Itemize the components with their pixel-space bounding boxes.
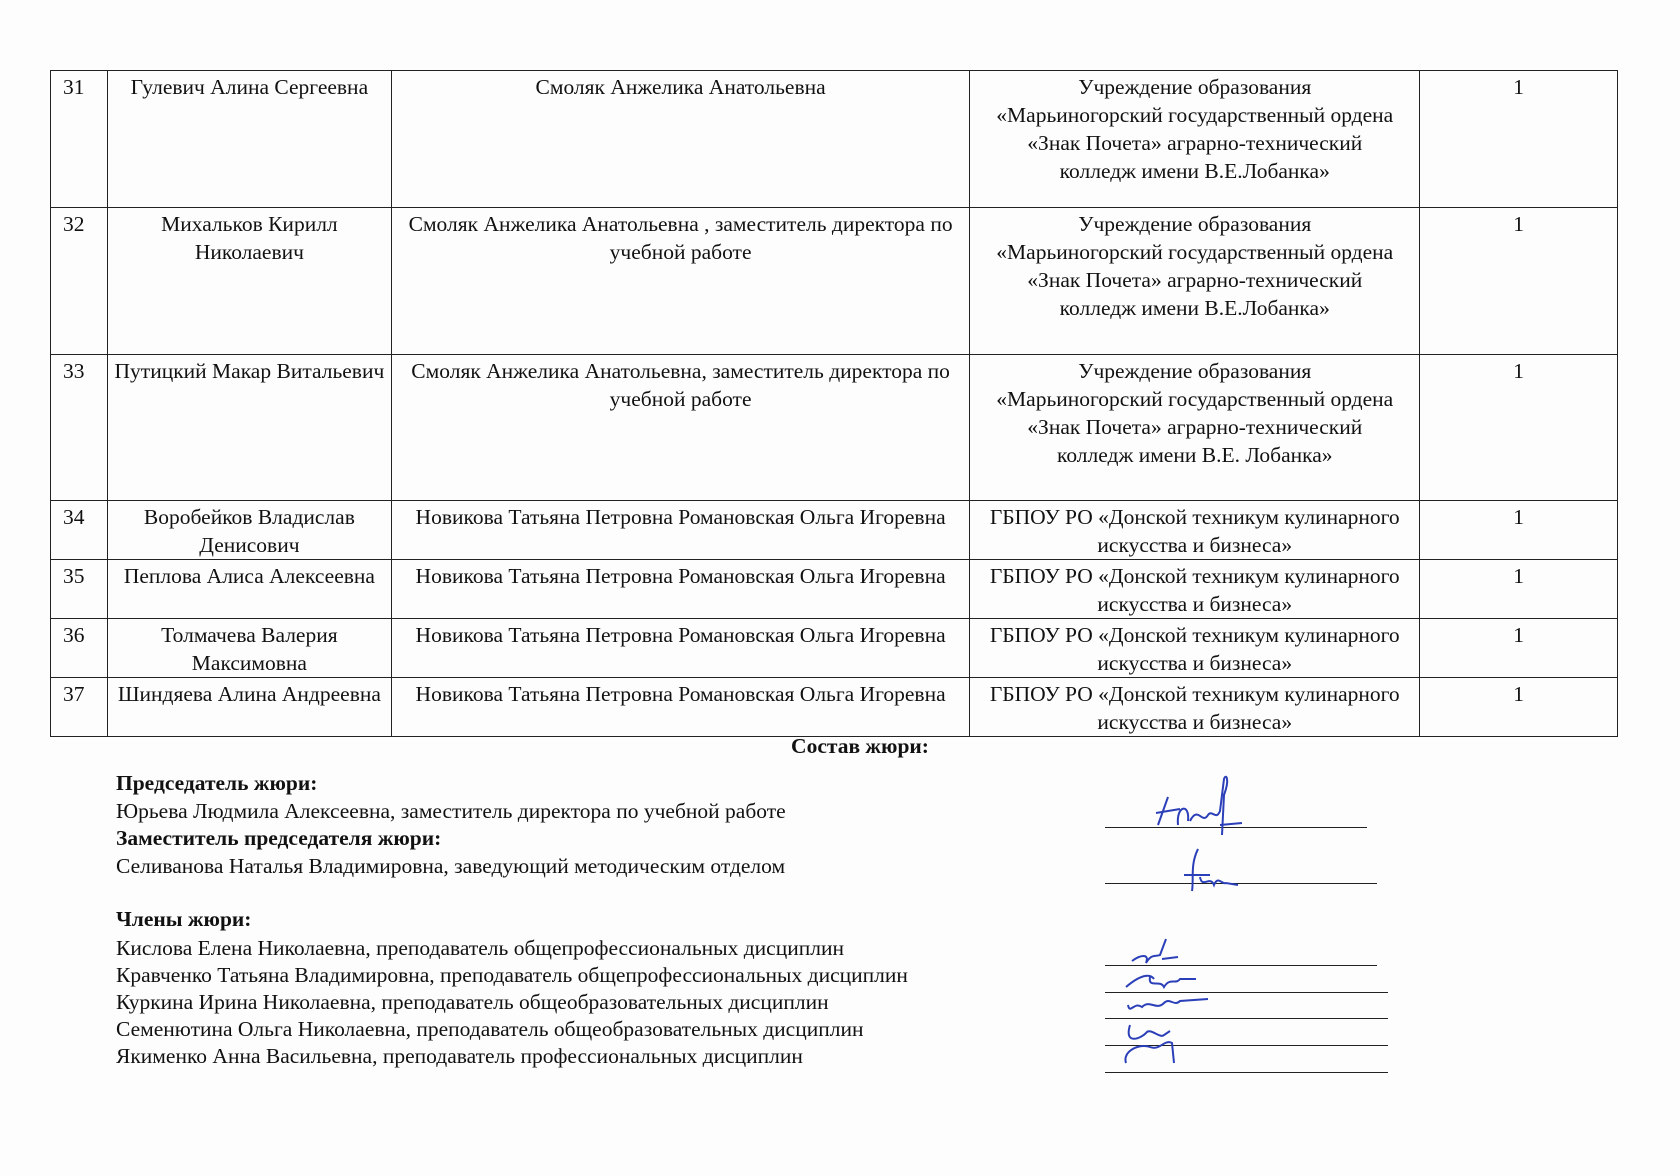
institution-name: Учреждение образования «Марьиногорский государственный ордена «Знак Почета» аграрно-технический колледж имени В.Е.Лобанка» [970, 208, 1420, 355]
jury-member: Семенютина Ольга Николаевна, преподаватель общеобразовательных дисциплин [116, 1017, 864, 1041]
members-label: Члены жюри: [116, 907, 252, 931]
table-row [51, 560, 1618, 619]
teacher-name: Смоляк Анжелика Анатольевна , заместитель директора по учебной работе [391, 208, 970, 355]
participant-name: Толмачева Валерия Максимовна [107, 619, 391, 678]
signature-chair [1150, 775, 1250, 845]
results-table [50, 70, 1618, 737]
jury-member: Якименко Анна Васильевна, преподаватель профессиональных дисциплин [116, 1044, 803, 1068]
table-row [51, 208, 1618, 355]
chair-name: Юрьева Людмила Алексеевна, заместитель директора по учебной работе [116, 799, 786, 823]
table-row [51, 355, 1618, 501]
signature-members [1120, 935, 1270, 1075]
place: 1 [1420, 678, 1618, 737]
participant-name: Михальков Кирилл Николаевич [107, 208, 391, 355]
vice-chair-label: Заместитель председателя жюри: [116, 826, 442, 850]
table-row [51, 619, 1618, 678]
table-row [51, 71, 1618, 208]
jury-title: Состав жюри: [791, 734, 929, 758]
row-number: 34 [51, 501, 108, 560]
institution-name: ГБПОУ РО «Донской техникум кулинарного искусства и бизнеса» [970, 678, 1420, 737]
vice-chair-name: Селиванова Наталья Владимировна, заведующий методическим отделом [116, 854, 786, 878]
institution-name: ГБПОУ РО «Донской техникум кулинарного искусства и бизнеса» [970, 560, 1420, 619]
row-number: 32 [51, 208, 108, 355]
row-number: 31 [51, 71, 108, 208]
place: 1 [1420, 355, 1618, 501]
teacher-name: Новикова Татьяна Петровна Романовская Ольга Игоревна [391, 619, 970, 678]
jury-member: Кравченко Татьяна Владимировна, преподаватель общепрофессиональных дисциплин [116, 963, 908, 987]
jury-member: Куркина Ирина Николаевна, преподаватель общеобразовательных дисциплин [116, 990, 829, 1014]
row-number: 36 [51, 619, 108, 678]
institution-name: Учреждение образования «Марьиногорский государственный ордена «Знак Почета» аграрно-технический колледж имени В.Е.Лобанка» [970, 71, 1420, 208]
place: 1 [1420, 619, 1618, 678]
teacher-name: Смоляк Анжелика Анатольевна [391, 71, 970, 208]
place: 1 [1420, 501, 1618, 560]
place: 1 [1420, 208, 1618, 355]
chair-label: Председатель жюри: [116, 771, 318, 795]
teacher-name: Новикова Татьяна Петровна Романовская Ольга Игоревна [391, 560, 970, 619]
institution-name: ГБПОУ РО «Донской техникум кулинарного искусства и бизнеса» [970, 619, 1420, 678]
row-number: 35 [51, 560, 108, 619]
teacher-name: Смоляк Анжелика Анатольевна, заместитель директора по учебной работе [391, 355, 970, 501]
table-row [51, 678, 1618, 737]
participant-name: Пеплова Алиса Алексеевна [107, 560, 391, 619]
place: 1 [1420, 560, 1618, 619]
participant-name: Воробейков Владислав Денисович [107, 501, 391, 560]
participant-name: Путицкий Макар Витальевич [107, 355, 391, 501]
teacher-name: Новикова Татьяна Петровна Романовская Ольга Игоревна [391, 501, 970, 560]
institution-name: ГБПОУ РО «Донской техникум кулинарного искусства и бизнеса» [970, 501, 1420, 560]
row-number: 37 [51, 678, 108, 737]
jury-member: Кислова Елена Николаевна, преподаватель общепрофессиональных дисциплин [116, 936, 844, 960]
row-number: 33 [51, 355, 108, 501]
institution-name: Учреждение образования «Марьиногорский государственный ордена «Знак Почета» аграрно-технический колледж имени В.Е. Лобанка» [970, 355, 1420, 501]
place: 1 [1420, 71, 1618, 208]
participant-name: Шиндяева Алина Андреевна [107, 678, 391, 737]
table-row [51, 501, 1618, 560]
teacher-name: Новикова Татьяна Петровна Романовская Ольга Игоревна [391, 678, 970, 737]
signature-vice-chair [1180, 845, 1260, 895]
participant-name: Гулевич Алина Сергеевна [107, 71, 391, 208]
